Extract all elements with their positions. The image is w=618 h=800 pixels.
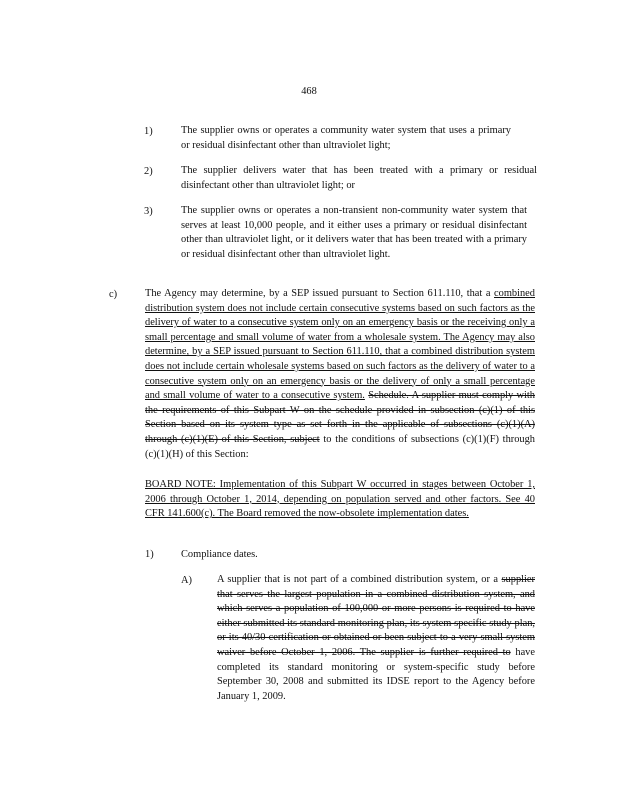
list-item-number: 1) (144, 126, 153, 137)
page-number: 468 (301, 86, 317, 97)
subsection-title: Compliance dates. (181, 549, 258, 560)
board-note-text: BOARD NOTE: Implementation of this Subpart W occurred in stages between October 1, 2006 through October 1, 2014, depending on population served and other factors. See 40 CFR 141.600(c). The Board removed the now-obsolete implementation dates. (145, 479, 535, 520)
subsection-number: 1) (145, 549, 154, 560)
board-note (145, 478, 535, 522)
section-label: c) (109, 289, 118, 300)
section-c-inserted-text: combined distribution system does not include certain consecutive systems based on such factors as the delivery of water to a consecutive system only on an emergency basis or the receiving only a small percentage and small volume of water from a wholesale system. The Agency may also determine, by a SEP issued pursuant to Section 611.110, that a combined distribution system does not include certain wholesale systems based on such factors as the delivery of water to a consecutive system only on an emergency basis or the delivery of only a small percentage and small volume of water to a consecutive system. (145, 288, 535, 402)
subsection-a-intro: A supplier that is not part of a combined distribution system, or a (217, 574, 499, 585)
section-c-closing: to the conditions of subsections (c)(1)(F) through (c)(1)(H) of this Section: (145, 433, 535, 460)
list-item-text: The supplier owns or operates a non-transient non-community water system that serves at least 10,000 people, and it either uses a primary or residual disinfectant other than ultraviolet light, or it delivers water that has been treated with a primary or residual disinfectant other than ultraviolet light. (181, 205, 527, 260)
section-c-deleted-text: Schedule. A supplier must comply with the requirements of this Subpart W on the schedule provided in subsection (c)(1) of this Section based on its system type as set forth in the applicable of subsections (c)(1)(A) through (c)(1)(E) of this Section, subject (145, 390, 535, 445)
section-c-intro: The Agency may determine, by a SEP issued pursuant to Section 611.110, that a (145, 288, 491, 299)
subsection-a-closing: have completed its standard monitoring or system-specific study before September 30, 2008 and submitted its IDSE report to the Agency before January 1, 2009. (217, 646, 535, 702)
list-item-number: 3) (144, 206, 153, 217)
list-item-text: The supplier owns or operates a community water system that uses a primary or residual disinfectant other than ultraviolet light; (181, 125, 511, 151)
subsection-a-text (217, 573, 535, 704)
section-c-text (145, 287, 535, 462)
subsection-label: A) (181, 575, 192, 586)
list-item-text: The supplier delivers water that has been treated with a primary or residual disinfectant other than ultraviolet light; or (181, 165, 537, 191)
list-item-number: 2) (144, 166, 153, 177)
subsection-a-deleted-text: supplier that serves the largest population in a combined distribution system, and which serves a population of 100,000 or more persons is required to have either submitted its standard monitoring plan, its system specific study plan, or its 40/30 certification or obtained or been subject to a very small system waiver before October 1, 2006. The supplier is further required to (217, 574, 535, 658)
